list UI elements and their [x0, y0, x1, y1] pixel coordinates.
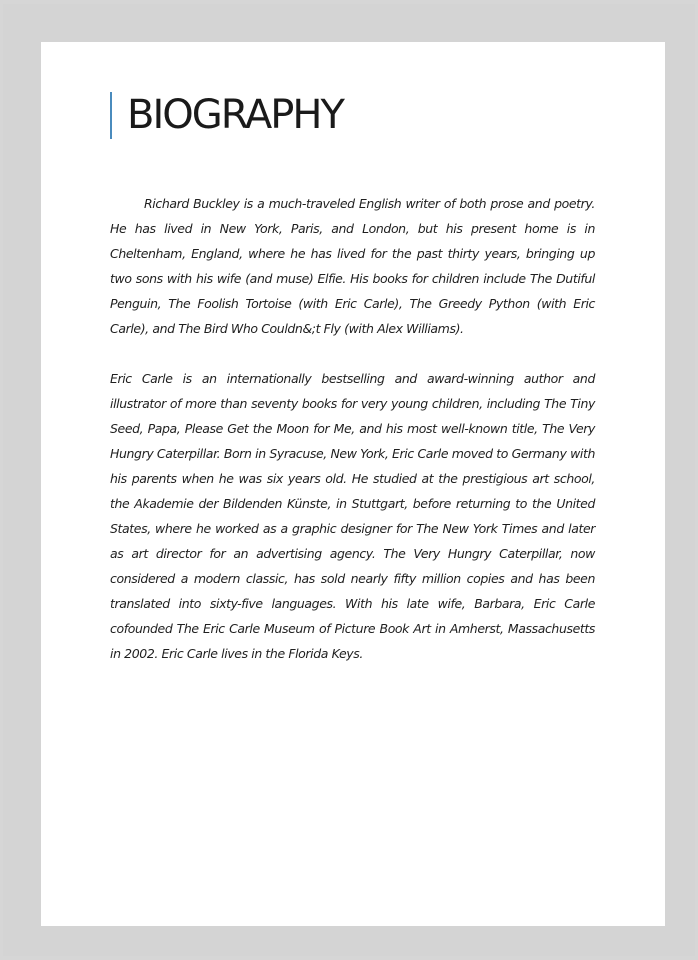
- document-page: [41, 42, 665, 926]
- page-title: BIOGRAPHY: [127, 92, 343, 138]
- paragraph-richard-buckley: Richard Buckley is a much-traveled English writer of both prose and poetry. He has lived in New York, Paris, and London, but his present home is in Cheltenham, England, where he has lived for the past thirty years, bringing up two sons with his wife (and muse) Elfie. His books for children include The Dutiful Penguin, The Foolish Tortoise (with Eric Carle), The Greedy Python (with Eric Carle), and The Bird Who Couldn&;t Fly (with Alex Williams).: [110, 196, 595, 336]
- document-viewer-background: [3, 4, 695, 956]
- title-accent-bar: [110, 92, 112, 139]
- paragraph-eric-carle: Eric Carle is an internationally bestselling and award-winning author and illustrator of more than seventy books for very young children, including The Tiny Seed, Papa, Please Get the Moon for Me, and his most well-known title, The Very Hungry Caterpillar. Born in Syracuse, New York, Eric Carle moved to Germany with his parents when he was six years old. He studied at the prestigious art school, the Akademie der Bildenden Künste, in Stuttgart, before returning to the United States, where he worked as a graphic designer for The New York Times and later as art director for an advertising agency. The Very Hungry Caterpillar, now considered a modern classic, has sold nearly fifty million copies and has been translated into sixty-five languages. With his late wife, Barbara, Eric Carle cofounded The Eric Carle Museum of Picture Book Art in Amherst, Massachusetts in 2002. Eric Carle lives in the Florida Keys.: [110, 371, 595, 661]
- biography-body: [110, 191, 595, 666]
